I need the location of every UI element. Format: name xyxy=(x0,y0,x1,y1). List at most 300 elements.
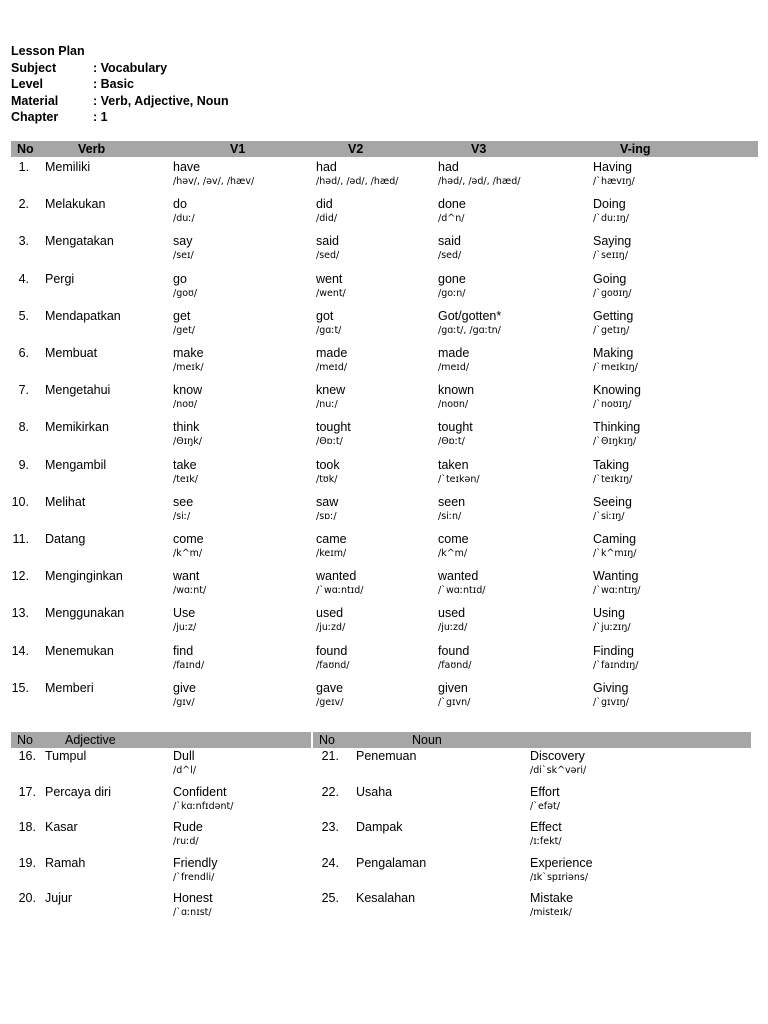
word: come xyxy=(173,532,204,546)
word: Experience xyxy=(530,855,593,870)
row-number: 23. xyxy=(321,820,339,834)
word: found xyxy=(316,643,348,658)
word: go xyxy=(173,271,187,286)
word-cell xyxy=(438,383,474,411)
verb-row xyxy=(0,160,768,192)
word: Jujur xyxy=(45,891,73,905)
word-cell xyxy=(45,681,94,696)
phonetic: /ˋgoʊɪŋ/ xyxy=(593,287,632,299)
word: Pergi xyxy=(45,271,75,286)
col-no: No xyxy=(319,733,335,747)
word: Ramah xyxy=(45,855,86,870)
word: said xyxy=(438,234,461,249)
word: Using xyxy=(593,606,625,621)
verb-row xyxy=(0,532,768,564)
word-cell xyxy=(45,606,124,621)
word-cell xyxy=(316,197,337,225)
phonetic: /keɪm/ xyxy=(316,548,347,559)
word: came xyxy=(316,532,347,546)
lesson-header xyxy=(11,43,229,126)
word-cell xyxy=(316,681,343,709)
word-cell xyxy=(173,532,204,560)
word: made xyxy=(316,346,348,360)
word: Friendly xyxy=(173,855,218,870)
word: Melihat xyxy=(45,494,86,509)
word-cell xyxy=(316,383,345,411)
word: Getting xyxy=(593,308,634,323)
word: wanted xyxy=(316,569,357,584)
word-cell xyxy=(530,785,560,813)
phonetic: /faʊnd/ xyxy=(438,659,472,671)
field-label: Chapter xyxy=(11,110,59,125)
noun-table-header xyxy=(313,732,751,748)
word-cell xyxy=(593,644,638,672)
word-cell xyxy=(530,856,593,884)
phonetic: /ˋk^mɪŋ/ xyxy=(593,548,637,559)
row-number: 19. xyxy=(18,855,36,870)
word-cell xyxy=(438,458,480,486)
word: Confident xyxy=(173,784,227,799)
word: given xyxy=(438,680,468,695)
phonetic: /ˋteɪkən/ xyxy=(438,473,480,485)
word: see xyxy=(173,494,194,509)
word-cell xyxy=(593,197,629,225)
word: had xyxy=(438,160,459,174)
word: gave xyxy=(316,680,344,695)
word-cell xyxy=(316,420,351,448)
phonetic: /ˋgɪvn/ xyxy=(438,696,471,708)
row-number: 2. xyxy=(18,197,29,212)
word: made xyxy=(438,346,470,360)
word-cell xyxy=(593,383,641,411)
phonetic: /siː/ xyxy=(173,510,191,522)
word: seen xyxy=(438,494,466,509)
row-number: 1. xyxy=(18,160,29,174)
phonetic: /ˋteɪkɪŋ/ xyxy=(593,473,633,485)
row-number: 12. xyxy=(11,569,29,584)
col-ving: V-ing xyxy=(620,142,651,156)
row-number: 13. xyxy=(11,606,29,621)
word: Kasar xyxy=(45,820,78,834)
word: say xyxy=(173,234,193,249)
verb-row xyxy=(0,569,768,601)
phonetic: /ˋnoʊɪŋ/ xyxy=(593,399,632,411)
phonetic: /juːzd/ xyxy=(438,622,468,634)
lesson-title: Lesson Plan xyxy=(11,44,85,58)
phonetic: /ɪkˋspɪriəns/ xyxy=(530,871,589,883)
word-cell xyxy=(593,234,631,262)
word-cell xyxy=(593,309,633,337)
phonetic: /həv/, /əv/, /hæv/ xyxy=(173,176,255,187)
row-number: 22. xyxy=(321,784,339,799)
word: Doing xyxy=(593,197,626,212)
word: make xyxy=(173,346,204,360)
row-number: 8. xyxy=(18,420,29,435)
row-number: 11. xyxy=(12,532,29,546)
phonetic: /ˋΘɪŋkɪŋ/ xyxy=(593,436,637,448)
phonetic: /ˋwɑːntɪd/ xyxy=(438,585,486,597)
noun-row xyxy=(0,856,768,888)
word-cell xyxy=(173,420,202,448)
word: Datang xyxy=(45,532,86,546)
word: saw xyxy=(316,494,339,509)
phonetic: /gɪv/ xyxy=(173,696,195,708)
word-cell xyxy=(438,234,461,262)
word: Knowing xyxy=(593,383,641,398)
verb-row xyxy=(0,458,768,490)
word-cell xyxy=(173,495,193,523)
row-number: 14. xyxy=(11,643,29,658)
word: Got/gotten* xyxy=(438,308,502,323)
word-cell xyxy=(173,458,198,486)
phonetic: /misteɪk/ xyxy=(530,907,572,918)
word: Mengambil xyxy=(45,457,107,472)
phonetic: /noʊn/ xyxy=(438,399,469,411)
word: did xyxy=(316,197,333,212)
word-cell xyxy=(593,420,640,448)
phonetic: /juːz/ xyxy=(173,622,197,634)
word: said xyxy=(316,234,339,249)
word-cell xyxy=(593,495,632,523)
field-label: Material xyxy=(11,93,59,108)
row-number: 4. xyxy=(18,271,29,286)
verb-row xyxy=(0,383,768,415)
word: Saying xyxy=(593,234,632,249)
word-cell xyxy=(356,891,415,906)
field-value: : Basic xyxy=(93,77,134,92)
word: Kesalahan xyxy=(356,891,416,905)
word-cell xyxy=(316,606,345,634)
word: done xyxy=(438,197,466,212)
word: tought xyxy=(438,420,473,435)
word: took xyxy=(316,457,340,472)
word: Rude xyxy=(173,820,203,834)
word-cell xyxy=(316,160,398,188)
phonetic: /ruːd/ xyxy=(173,836,199,847)
word: Memikirkan xyxy=(45,420,109,435)
word-cell xyxy=(45,495,85,510)
phonetic: /gɑːt/, /gɑːtn/ xyxy=(438,324,501,336)
phonetic: /həd/, /əd/, /hæd/ xyxy=(316,176,399,187)
word: Wanting xyxy=(593,569,639,584)
word-cell xyxy=(45,197,105,212)
verb-table-header xyxy=(11,141,758,157)
word: find xyxy=(173,643,194,658)
phonetic: /ˋmeɪkɪŋ/ xyxy=(593,362,638,373)
word-cell xyxy=(316,234,339,262)
word: Giving xyxy=(593,680,629,695)
word: tought xyxy=(316,420,351,435)
verb-row xyxy=(0,606,768,638)
col-noun: Noun xyxy=(412,733,442,747)
phonetic: /ˋgɪvɪŋ/ xyxy=(593,696,629,708)
word: Discovery xyxy=(530,749,585,763)
word: have xyxy=(173,160,201,174)
word: knew xyxy=(316,383,346,398)
phonetic: /həd/, /əd/, /hæd/ xyxy=(438,176,521,187)
word-cell xyxy=(438,197,466,225)
word: come xyxy=(438,532,469,546)
phonetic: /nuː/ xyxy=(316,399,338,411)
word: Honest xyxy=(173,891,213,905)
phonetic: /ˋseɪɪŋ/ xyxy=(593,250,629,262)
word-cell xyxy=(316,569,363,597)
verb-row xyxy=(0,681,768,713)
col-adjective: Adjective xyxy=(65,733,116,747)
phonetic: /ˋkɑːnfɪdənt/ xyxy=(173,800,234,812)
field-value: : Verb, Adjective, Noun xyxy=(93,93,229,108)
word: Mengatakan xyxy=(45,234,114,249)
header-field-material xyxy=(11,93,229,110)
phonetic: /noʊ/ xyxy=(173,399,198,411)
word: Tumpul xyxy=(45,749,87,763)
row-number: 17. xyxy=(18,784,36,799)
word-cell xyxy=(316,346,347,374)
field-label: Subject xyxy=(11,60,57,75)
verb-row xyxy=(0,309,768,341)
verb-row xyxy=(0,234,768,266)
word: Melakukan xyxy=(45,197,106,212)
word: Pengalaman xyxy=(356,855,427,870)
word-cell xyxy=(173,383,202,411)
word-cell xyxy=(173,569,206,597)
word-cell xyxy=(45,644,114,659)
phonetic: /ˋduːɪŋ/ xyxy=(593,213,629,225)
word-cell xyxy=(438,532,469,560)
verb-row xyxy=(0,346,768,378)
word: wanted xyxy=(438,569,479,584)
row-number: 15. xyxy=(11,680,29,695)
word: Making xyxy=(593,346,634,360)
word-cell xyxy=(45,234,114,249)
word-cell xyxy=(593,160,635,188)
col-v1: V1 xyxy=(230,142,246,156)
word: Mengetahui xyxy=(45,383,111,398)
verb-row xyxy=(0,197,768,229)
word: Memiliki xyxy=(45,160,91,174)
word-cell xyxy=(173,346,204,374)
row-number: 9. xyxy=(18,457,29,472)
word-cell xyxy=(438,495,465,523)
phonetic: /goːn/ xyxy=(438,287,466,299)
phonetic: /did/ xyxy=(316,213,338,225)
word-cell xyxy=(530,820,562,848)
word-cell xyxy=(593,272,631,300)
phonetic: /duː/ xyxy=(173,213,195,225)
word: think xyxy=(173,420,200,435)
row-number: 20. xyxy=(18,891,36,905)
word: used xyxy=(316,606,344,621)
phonetic: /siːn/ xyxy=(438,510,462,522)
word: went xyxy=(316,271,343,286)
word: Use xyxy=(173,606,196,621)
word-cell xyxy=(173,681,196,709)
word: Thinking xyxy=(593,420,641,435)
phonetic: /Θɒːt/ xyxy=(438,436,465,448)
phonetic: /meɪk/ xyxy=(173,362,204,373)
phonetic: /ˋefət/ xyxy=(530,800,560,812)
word-cell xyxy=(438,272,466,300)
word-cell xyxy=(438,420,473,448)
word-cell xyxy=(45,160,90,175)
phonetic: /faʊnd/ xyxy=(316,659,350,671)
field-label: Level xyxy=(11,77,43,92)
phonetic: /k^m/ xyxy=(438,548,468,559)
col-v3: V3 xyxy=(471,142,487,156)
word-cell xyxy=(45,569,123,584)
phonetic: /k^m/ xyxy=(173,548,203,559)
row-number: 18. xyxy=(18,820,36,834)
word: used xyxy=(438,606,466,621)
row-number: 6. xyxy=(18,346,29,360)
row-number: 7. xyxy=(18,383,29,398)
phonetic: /get/ xyxy=(173,324,196,336)
word: want xyxy=(173,569,200,584)
phonetic: /ɪːfekt/ xyxy=(530,836,562,847)
word: had xyxy=(316,160,337,174)
word-cell xyxy=(438,160,520,188)
word: Mendapatkan xyxy=(45,308,121,323)
word-cell xyxy=(173,644,204,672)
row-number: 21. xyxy=(321,749,339,763)
word-cell xyxy=(356,785,392,800)
phonetic: /geɪv/ xyxy=(316,696,344,708)
col-v2: V2 xyxy=(348,142,364,156)
row-number: 16. xyxy=(18,749,36,763)
header-field-level xyxy=(11,76,229,93)
word: Memberi xyxy=(45,680,94,695)
phonetic: /faɪnd/ xyxy=(173,659,205,671)
phonetic: /ˋɑːnɪst/ xyxy=(173,907,212,918)
row-number: 10. xyxy=(11,494,29,509)
verb-row xyxy=(0,272,768,304)
word-cell xyxy=(438,309,501,337)
phonetic: /Θɒːt/ xyxy=(316,436,343,448)
verb-row xyxy=(0,644,768,676)
word: Percaya diri xyxy=(45,784,111,799)
word: Caming xyxy=(593,532,637,546)
word-cell xyxy=(45,420,109,435)
col-no: No xyxy=(17,142,34,156)
word: get xyxy=(173,308,191,323)
word: known xyxy=(438,383,475,398)
phonetic: /meɪd/ xyxy=(438,362,470,373)
word-cell xyxy=(530,891,573,919)
phonetic: /ˋwɑːntɪŋ/ xyxy=(593,585,641,597)
verb-row xyxy=(0,420,768,452)
word: Effect xyxy=(530,820,562,834)
word: take xyxy=(173,457,197,472)
word: Menggunakan xyxy=(45,606,125,621)
word-cell xyxy=(45,272,74,287)
word: Having xyxy=(593,160,632,174)
phonetic: /d^l/ xyxy=(173,765,197,776)
phonetic: /wɑːnt/ xyxy=(173,585,207,597)
phonetic: /d^n/ xyxy=(438,213,465,225)
word-cell xyxy=(593,606,631,634)
word-cell xyxy=(173,606,196,634)
word-cell xyxy=(316,532,347,560)
word-cell xyxy=(173,234,194,262)
word: gone xyxy=(438,271,466,286)
word: Going xyxy=(593,271,627,286)
word: taken xyxy=(438,457,469,472)
word-cell xyxy=(593,346,638,374)
word: Mistake xyxy=(530,891,574,905)
word: got xyxy=(316,308,334,323)
word: Usaha xyxy=(356,784,393,799)
word-cell xyxy=(593,532,636,560)
word-cell xyxy=(438,606,467,634)
word-cell xyxy=(173,197,195,225)
phonetic: /ˋwɑːntɪd/ xyxy=(316,585,364,597)
phonetic: /sɒː/ xyxy=(316,510,337,522)
word: do xyxy=(173,197,187,212)
phonetic: /ˋhævɪŋ/ xyxy=(593,176,635,187)
field-value: : Vocabulary xyxy=(93,60,168,75)
word-cell xyxy=(316,458,340,486)
noun-row xyxy=(0,891,768,923)
phonetic: /ˋfaɪndɪŋ/ xyxy=(593,659,639,671)
word-cell xyxy=(593,569,640,597)
word: give xyxy=(173,680,196,695)
word-cell xyxy=(173,160,254,188)
phonetic: /ˋsiːɪŋ/ xyxy=(593,510,625,522)
word: Menemukan xyxy=(45,643,114,658)
word-cell xyxy=(173,309,195,337)
field-value: : 1 xyxy=(93,110,108,125)
word-cell xyxy=(45,309,121,324)
col-no: No xyxy=(17,733,33,747)
word-cell xyxy=(593,681,629,709)
phonetic: /seɪ/ xyxy=(173,250,194,262)
phonetic: /meɪd/ xyxy=(316,362,348,373)
phonetic: /gɑːt/ xyxy=(316,324,342,336)
word-cell xyxy=(438,644,472,672)
word: Membuat xyxy=(45,346,98,360)
verb-row xyxy=(0,495,768,527)
word-cell xyxy=(530,749,586,777)
row-number: 25. xyxy=(321,891,339,905)
word: Seeing xyxy=(593,494,632,509)
phonetic: /goʊ/ xyxy=(173,287,198,299)
word-cell xyxy=(316,495,338,523)
phonetic: /teɪk/ xyxy=(173,473,199,485)
word: Dull xyxy=(173,749,195,763)
word: Effort xyxy=(530,784,560,799)
word-cell xyxy=(45,383,110,398)
word: know xyxy=(173,383,203,398)
word-cell xyxy=(45,346,97,361)
word-cell xyxy=(316,309,341,337)
phonetic: /Θɪŋk/ xyxy=(173,436,202,448)
noun-row xyxy=(0,820,768,852)
phonetic: /ˋgetɪŋ/ xyxy=(593,324,630,336)
col-verb: Verb xyxy=(78,142,106,156)
word: Dampak xyxy=(356,820,403,834)
word-cell xyxy=(356,856,426,871)
word-cell xyxy=(438,681,470,709)
header-field-subject xyxy=(11,60,229,77)
header-field-chapter xyxy=(11,109,229,126)
word-cell xyxy=(173,272,197,300)
word: Penemuan xyxy=(356,749,417,763)
word-cell xyxy=(438,569,485,597)
word-cell xyxy=(593,458,632,486)
phonetic: /sed/ xyxy=(316,250,340,262)
phonetic: /juːzd/ xyxy=(316,622,346,634)
row-number: 24. xyxy=(321,855,339,870)
